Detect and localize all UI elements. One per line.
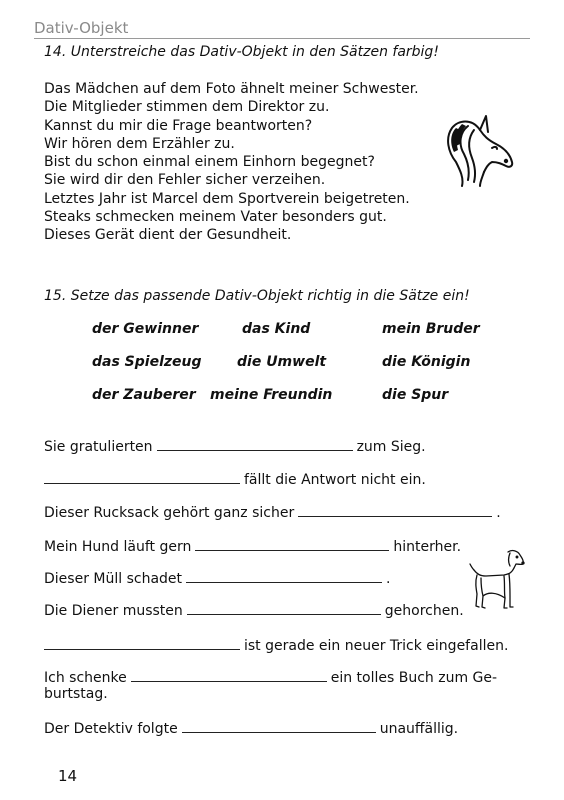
sentence-end: gehorchen. (384, 603, 464, 619)
sentence-end: . (496, 505, 501, 521)
answer-blank[interactable] (157, 436, 353, 451)
sentence-end: fällt die Antwort nicht ein. (244, 472, 426, 488)
sentence-start: Der Detektiv folgte (44, 721, 178, 737)
sentence-end: zum Sieg. (356, 439, 426, 455)
page-number: 14 (58, 767, 78, 785)
word-option: der Gewinner (92, 321, 199, 337)
fill-in-sentence (44, 718, 458, 739)
sentence: Das Mädchen auf dem Foto ähnelt meiner Schwester. (44, 81, 419, 97)
sentence: Letztes Jahr ist Marcel dem Sportverein beigetreten. (44, 190, 410, 207)
sentence: Wir hören dem Erzähler zu. (44, 135, 235, 152)
answer-blank[interactable] (182, 718, 376, 733)
sentence: Kannst du mir die Frage beantworten? (44, 117, 313, 134)
sentence-start: Dieser Rucksack gehört ganz sicher (44, 505, 295, 521)
answer-blank[interactable] (131, 667, 327, 682)
sentence-end: ein tolles Buch zum Ge- (330, 670, 498, 686)
fill-in-sentence (44, 667, 497, 688)
sentence: Steaks schmecken meinem Vater besonders gut. (44, 209, 387, 226)
word-option: die Spur (382, 387, 449, 403)
fill-in-sentence (44, 436, 426, 457)
sentence: Bist du schon einmal einem Einhorn begegnet? (44, 154, 375, 171)
task-14-instruction: 14. Unterstreiche das Dativ-Objekt in den Sätzen farbig! (44, 44, 439, 60)
answer-blank[interactable] (44, 469, 240, 484)
fill-in-sentence (44, 568, 390, 589)
answer-blank[interactable] (298, 502, 492, 517)
fill-in-sentence-continuation: burtstag. (44, 686, 108, 702)
task-15-instruction: 15. Setze das passende Dativ-Objekt richtig in die Sätze ein! (44, 288, 470, 304)
sentence-start: Die Diener mussten (44, 603, 183, 619)
word-option: der Zauberer (92, 387, 196, 403)
sentence: Dieses Gerät dient der Gesundheit. (44, 227, 292, 244)
sentence: Die Mitglieder stimmen dem Direktor zu. (44, 99, 330, 116)
page-header (34, 18, 530, 39)
sentence-start: Dieser Müll schadet (44, 571, 183, 587)
word-option: das Spielzeug (92, 354, 202, 370)
word-option: die Umwelt (237, 354, 327, 370)
unicorn-head-icon (440, 108, 522, 190)
sentence-start: Ich schenke (44, 670, 127, 686)
answer-blank[interactable] (195, 536, 389, 551)
fill-in-sentence (44, 600, 464, 621)
sentence: Sie wird dir den Fehler sicher verzeihen. (44, 172, 326, 189)
fill-in-sentence (44, 502, 501, 523)
fill-in-sentence (44, 536, 461, 557)
sentence-end: hinterher. (393, 539, 462, 555)
answer-blank[interactable] (186, 568, 382, 583)
fill-in-sentence (44, 469, 426, 490)
answer-blank[interactable] (187, 600, 381, 615)
sentence-end: ist gerade ein neuer Trick eingefallen. (244, 638, 509, 654)
word-option: meine Freundin (210, 387, 333, 403)
word-option: das Kind (242, 321, 311, 337)
fill-in-sentence (44, 635, 508, 656)
header-title: Dativ-Objekt (34, 19, 129, 37)
dog-icon (468, 546, 528, 614)
sentence-end: . (386, 571, 391, 587)
task-14-sentence-list (44, 80, 419, 245)
word-option: mein Bruder (382, 321, 480, 337)
sentence-start: Sie gratulierten (44, 439, 153, 455)
sentence-start: Mein Hund läuft gern (44, 539, 192, 555)
sentence-end: unauffällig. (379, 721, 459, 737)
answer-blank[interactable] (44, 635, 240, 650)
word-option: die Königin (382, 354, 471, 370)
